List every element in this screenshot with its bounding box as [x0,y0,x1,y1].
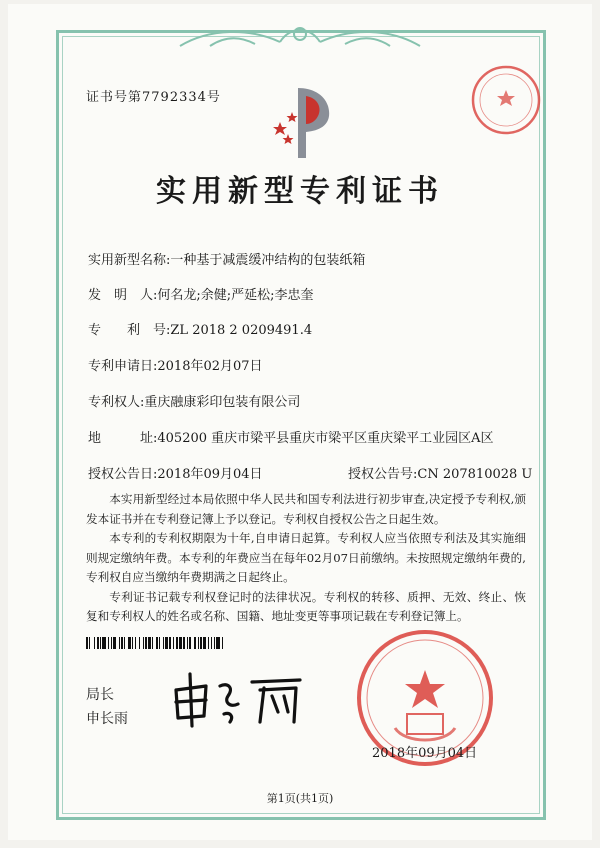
field-label: 实用新型名称: [88,253,171,268]
field-announcement-date [88,463,263,482]
field-filing-date [88,355,263,374]
field-value: 重庆融康彩印包装有限公司 [144,395,301,410]
field-value: 何名龙;余健;严延松;李忠奎 [157,288,314,303]
field-value: 2018年09月04日 [157,467,263,482]
top-ornament-icon [170,22,430,52]
field-address [88,427,494,446]
field-value: 405200 重庆市梁平县重庆市梁平区重庆梁平工业园区A区 [157,431,494,446]
handwritten-signature-icon [168,668,308,728]
field-label: 授权公告号: [348,467,418,482]
field-utility-model-name [88,249,365,268]
field-value: ZL 2018 2 0209491.4 [170,323,313,338]
body-paragraph: 本实用新型经过本局依照中华人民共和国专利法进行初步审查,决定授予专利权,颁发本证书并在专利登记簿上予以登记。专利权自授权公告之日起生效。 [86,492,526,526]
barcode-bar [223,637,224,649]
field-patent-number [88,319,312,338]
body-paragraph: 专利证书记载专利权登记时的法律状况。专利权的转移、质押、无效、终止、恢复和专利权人的姓名或名称、国籍、地址变更等事项记载在专利登记簿上。 [86,589,526,623]
field-label: 地 址: [88,431,158,446]
agency-seal-icon [470,64,542,136]
body-paragraph: 本专利的专利权期限为十年,自申请日起算。专利权人应当依照专利法及其实施细则规定缴纳年费。本专利的年费应当在每年02月07日前缴纳。未按照规定缴纳年费的,专利权自应当缴纳年费期满之日起终止。 [86,531,526,584]
field-label: 专 利 号: [88,323,171,338]
patent-office-logo-icon [268,82,338,162]
field-label: 发 明 人: [88,288,158,303]
field-announcement-number [348,463,532,482]
field-label: 专利申请日: [88,359,158,374]
signature-name: 申长雨 [86,711,128,727]
certificate-body [86,490,526,627]
field-patentee [88,391,300,410]
field-value: 2018年02月07日 [157,359,263,374]
barcode-icon [86,637,336,649]
signature-title: 局长 [86,687,114,703]
field-inventor [88,284,314,303]
field-label: 专利权人: [88,395,145,410]
field-value: CN 207810028 U [417,467,533,482]
seal-date: 2018年09月04日 [372,746,478,761]
certificate-number: 证书号第7792334号 [86,90,221,105]
field-label: 授权公告日: [88,467,158,482]
certificate-title: 实用新型专利证书 [156,174,444,209]
page-number: 第1页(共1页) [266,792,334,805]
field-value: 一种基于减震缓冲结构的包装纸箱 [170,253,366,268]
